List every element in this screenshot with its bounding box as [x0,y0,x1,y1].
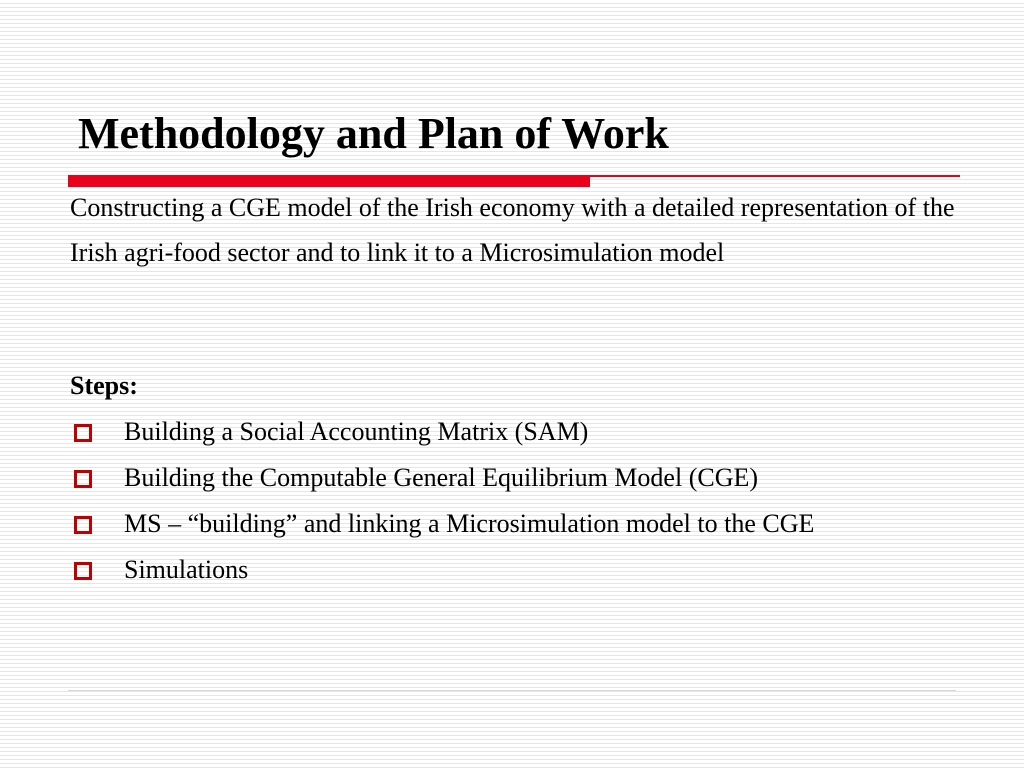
title-accent-line [590,175,960,177]
square-bullet-icon [74,562,92,580]
step-text: Building a Social Accounting Matrix (SAM) [124,417,589,446]
step-text: Simulations [124,555,249,584]
slide-title: Methodology and Plan of Work [78,109,669,158]
step-text: Building the Computable General Equilibrium Model (CGE) [124,463,759,492]
step-item-ms [70,506,946,541]
step-item-cge [70,460,946,495]
steps-heading: Steps: [70,371,138,400]
square-bullet-icon [74,516,92,534]
steps-list [70,414,946,598]
step-item-simulations [70,552,946,587]
intro-paragraph: Constructing a CGE model of the Irish economy with a detailed representation of the Irish agri-food sector and to link it to a Microsimulation model [70,193,955,267]
square-bullet-icon [74,424,92,442]
step-text: MS – “building” and linking a Microsimulation model to the CGE [124,509,815,538]
square-bullet-icon [74,470,92,488]
footer-divider [68,690,956,691]
step-item-sam [70,414,946,449]
